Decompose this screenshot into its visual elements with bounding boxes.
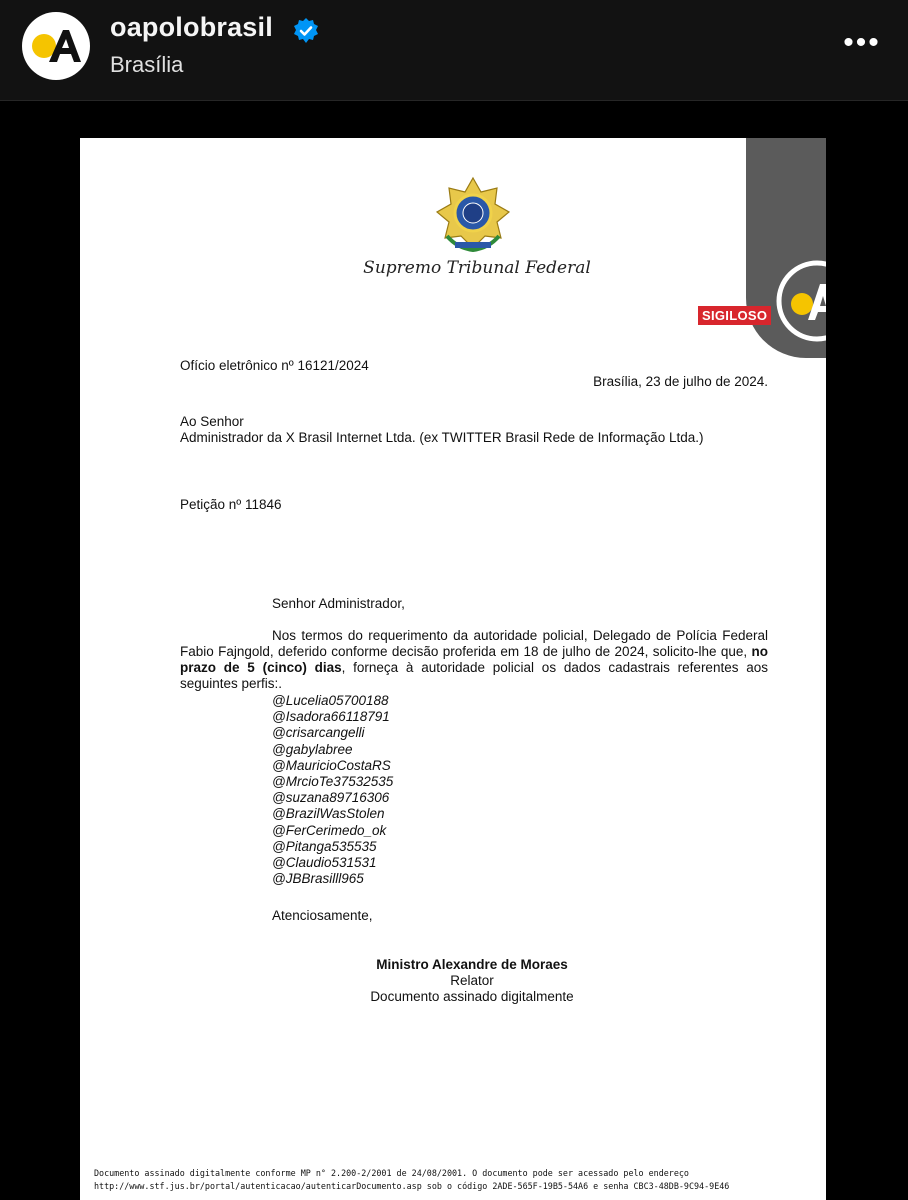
recipient-line-1: Ao Senhor bbox=[180, 414, 244, 429]
handle-item: @Claudio531531 bbox=[272, 855, 377, 871]
handle-item: @gabylabree bbox=[272, 741, 353, 757]
signer-name: Ministro Alexandre de Moraes bbox=[376, 957, 568, 972]
more-options-icon[interactable]: ••• bbox=[843, 26, 881, 59]
recipient-line-2: Administrador da X Brasil Internet Ltda. (ex TWITTER Brasil Rede de Informação Ltda.) bbox=[180, 430, 704, 445]
handle-item: @crisarcangelli bbox=[272, 725, 365, 741]
handle-item: @BrazilWasStolen bbox=[272, 806, 385, 822]
post-header bbox=[0, 0, 908, 101]
court-name: Supremo Tribunal Federal bbox=[363, 258, 591, 278]
document-footer bbox=[94, 1167, 729, 1193]
signer-note: Documento assinado digitalmente bbox=[370, 989, 574, 1004]
oa-watermark-icon bbox=[774, 258, 826, 344]
handle-item: @MauricioCostaRS bbox=[272, 757, 391, 773]
post-media[interactable] bbox=[0, 101, 908, 1200]
oa-logo-icon bbox=[47, 28, 83, 64]
signature-block bbox=[322, 957, 622, 1005]
closing: Atenciosamente, bbox=[272, 908, 373, 923]
handle-item: @Pitanga535535 bbox=[272, 838, 377, 854]
confidential-badge: SIGILOSO bbox=[698, 306, 771, 325]
date-line: Brasília, 23 de julho de 2024. bbox=[593, 374, 768, 389]
handle-item: @suzana89716306 bbox=[272, 790, 390, 806]
document-page bbox=[80, 138, 826, 1200]
oficio-number: Ofício eletrônico nº 16121/2024 bbox=[180, 358, 369, 373]
brazil-coat-of-arms-icon bbox=[433, 176, 513, 256]
body-paragraph bbox=[180, 628, 768, 692]
post-location[interactable]: Brasília bbox=[110, 52, 184, 77]
handle-item: @MrcioTe37532535 bbox=[272, 774, 394, 790]
signer-role: Relator bbox=[450, 973, 494, 988]
petition-number: Petição nº 11846 bbox=[180, 497, 282, 512]
salutation: Senhor Administrador, bbox=[272, 596, 405, 611]
body-text-before: Nos termos do requerimento da autoridade policial, Delegado de Polícia Federal Fabio Fajngold, deferido conforme decisão proferida em 18 de julho de 2024, solicito-lhe que, bbox=[180, 628, 768, 659]
username[interactable]: oapolobrasil bbox=[110, 12, 273, 42]
verified-badge-icon bbox=[292, 17, 320, 45]
handle-item: @JBBrasilll965 bbox=[272, 871, 364, 887]
body-text-bold: no prazo de 5 (cinco) dias bbox=[180, 644, 768, 675]
profile-avatar[interactable] bbox=[22, 12, 90, 80]
footer-line-1: Documento assinado digitalmente conforme MP n° 2.200-2/2001 de 24/08/2001. O documento pode ser acessado pelo endereço bbox=[94, 1168, 689, 1178]
handle-item: @Isadora66118791 bbox=[272, 709, 390, 725]
profile-handles-list bbox=[272, 693, 393, 887]
handle-item: @FerCerimedo_ok bbox=[272, 822, 387, 838]
handle-item: @Lucelia05700188 bbox=[272, 693, 389, 708]
body-text-after: , forneça à autoridade policial os dados cadastrais referentes aos seguintes perfis:. bbox=[180, 660, 768, 691]
footer-line-2: http://www.stf.jus.br/portal/autenticacao/autenticarDocumento.asp sob o código 2ADE-565F-19B5-54A6 e senha CBC3-48DB-9C94-9E46 bbox=[94, 1181, 730, 1191]
